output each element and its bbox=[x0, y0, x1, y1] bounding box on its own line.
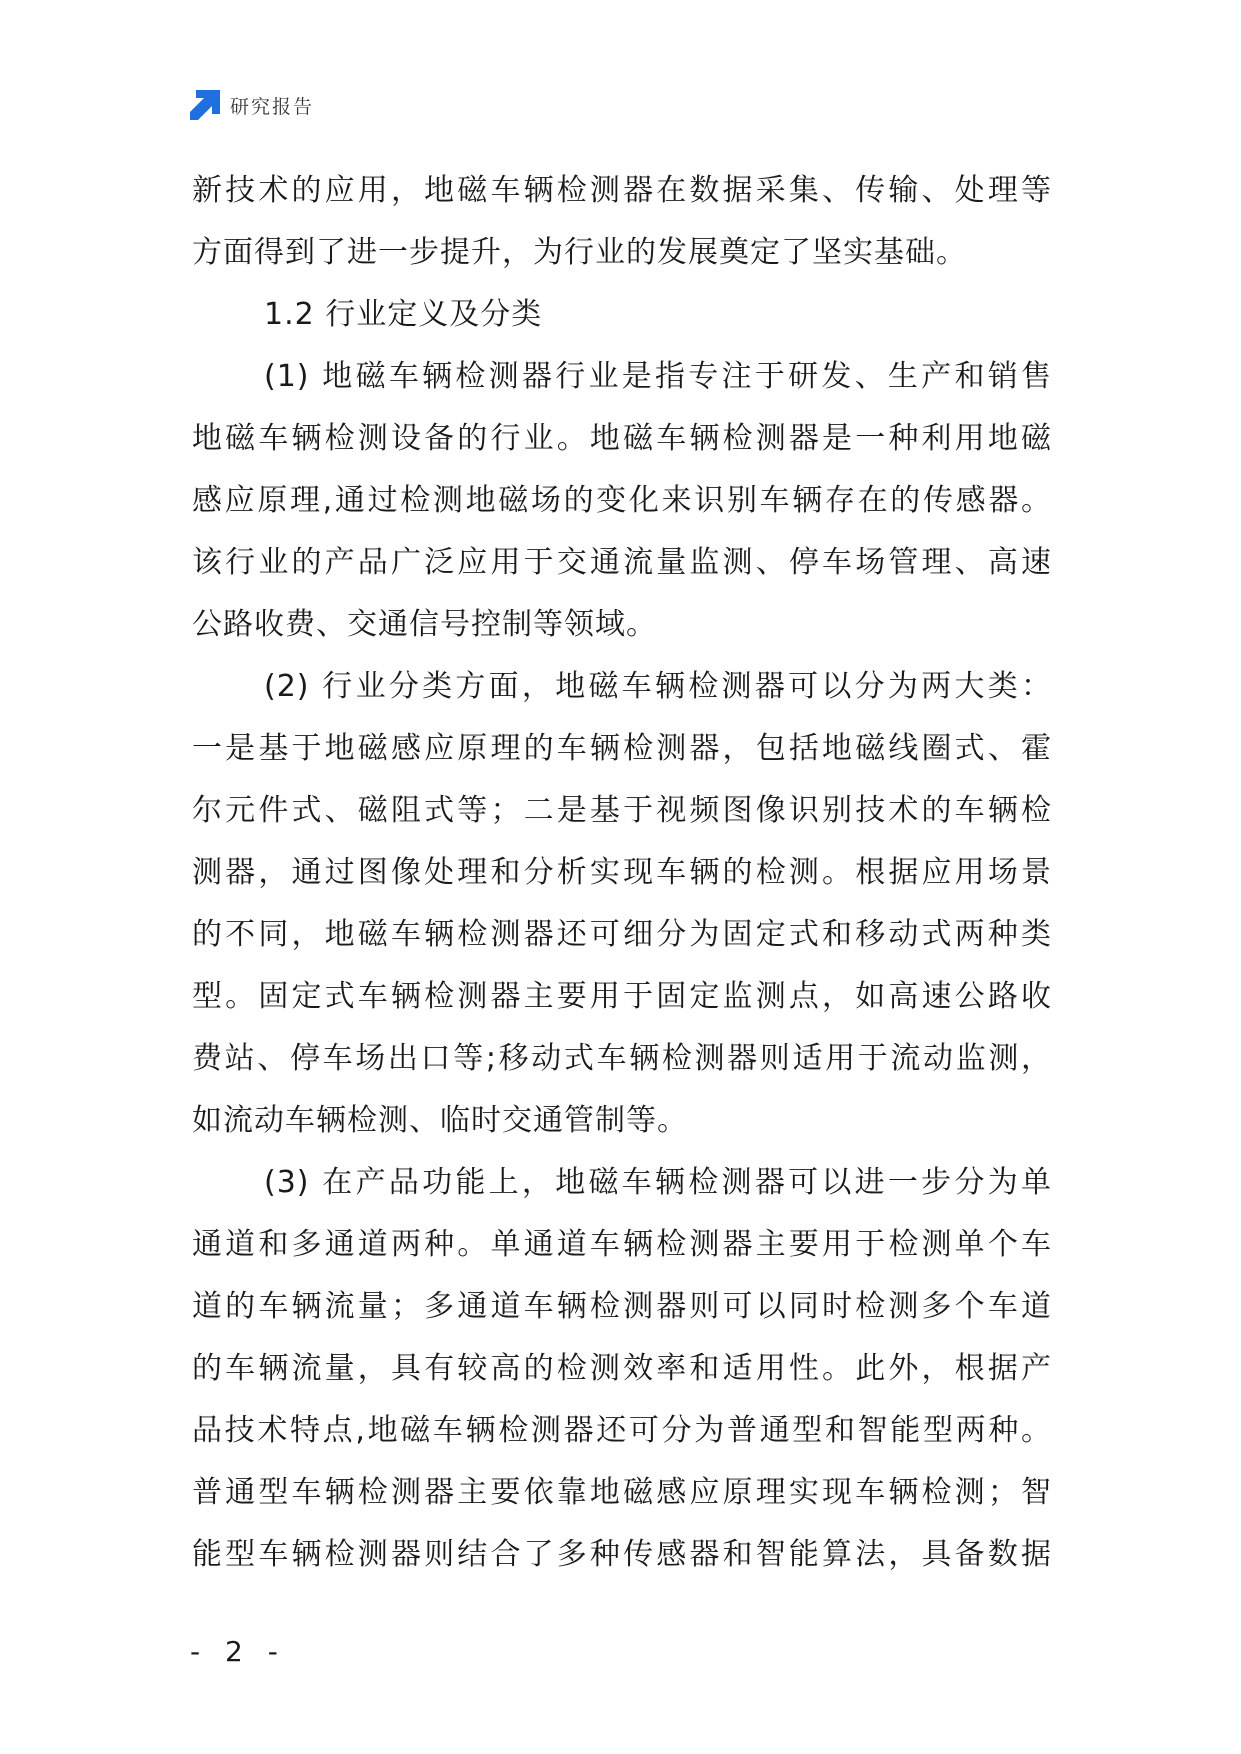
page-number: - 2 - bbox=[190, 1635, 286, 1668]
text-line: 型。固定式车辆检测器主要用于固定监测点，如高速公路收 bbox=[192, 979, 1052, 1014]
report-logo-icon bbox=[190, 90, 220, 120]
text-line: 的车辆流量，具有较高的检测效率和适用性。此外，根据产 bbox=[192, 1351, 1052, 1386]
text-line: (3) 在产品功能上，地磁车辆检测器可以进一步分为单 bbox=[264, 1165, 1052, 1200]
text-line: 费站、停车场出口等;移动式车辆检测器则适用于流动监测， bbox=[192, 1041, 1052, 1076]
header-title: 研究报告 bbox=[230, 95, 315, 118]
text-line: 通道和多通道两种。单通道车辆检测器主要用于检测单个车 bbox=[192, 1227, 1052, 1262]
text-line: (1) 地磁车辆检测器行业是指专注于研发、生产和销售 bbox=[264, 359, 1052, 394]
text-line: (2) 行业分类方面，地磁车辆检测器可以分为两大类： bbox=[264, 669, 1052, 704]
text-line: 一是基于地磁感应原理的车辆检测器，包括地磁线圈式、霍 bbox=[192, 731, 1052, 766]
document-body bbox=[192, 160, 1052, 1586]
text-line: 公路收费、交通信号控制等领域。 bbox=[192, 607, 657, 642]
text-line: 普通型车辆检测器主要依靠地磁感应原理实现车辆检测；智 bbox=[192, 1475, 1052, 1510]
text-line: 新技术的应用，地磁车辆检测器在数据采集、传输、处理等 bbox=[192, 173, 1052, 208]
text-line: 该行业的产品广泛应用于交通流量监测、停车场管理、高速 bbox=[192, 545, 1052, 580]
text-line: 1.2 行业定义及分类 bbox=[264, 297, 543, 332]
text-line: 地磁车辆检测设备的行业。地磁车辆检测器是一种利用地磁 bbox=[192, 421, 1052, 456]
text-line: 方面得到了进一步提升，为行业的发展奠定了坚实基础。 bbox=[192, 235, 967, 270]
text-line: 品技术特点,地磁车辆检测器还可分为普通型和智能型两种。 bbox=[192, 1413, 1052, 1448]
text-line: 的不同，地磁车辆检测器还可细分为固定式和移动式两种类 bbox=[192, 917, 1052, 952]
text-line: 道的车辆流量；多通道车辆检测器则可以同时检测多个车道 bbox=[192, 1289, 1052, 1324]
text-line: 如流动车辆检测、临时交通管制等。 bbox=[192, 1103, 688, 1138]
report-header bbox=[190, 88, 314, 122]
text-line: 感应原理,通过检测地磁场的变化来识别车辆存在的传感器。 bbox=[192, 483, 1052, 518]
text-line: 测器，通过图像处理和分析实现车辆的检测。根据应用场景 bbox=[192, 855, 1052, 890]
text-line: 尔元件式、磁阻式等；二是基于视频图像识别技术的车辆检 bbox=[192, 793, 1052, 828]
text-line: 能型车辆检测器则结合了多种传感器和智能算法，具备数据 bbox=[192, 1537, 1052, 1572]
